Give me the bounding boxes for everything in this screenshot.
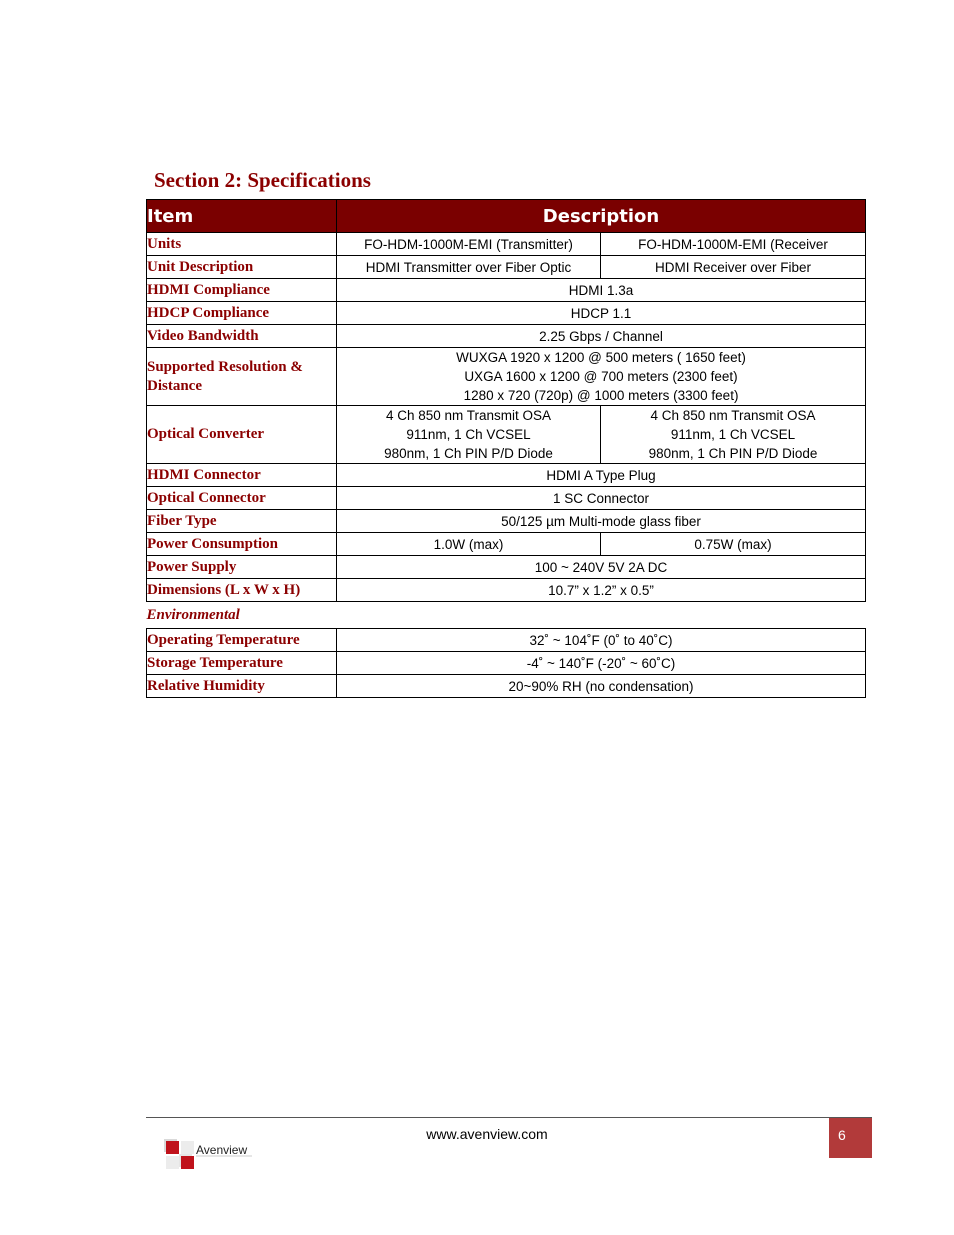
hdcp-compliance-value: HDCP 1.1	[337, 302, 866, 325]
power-consumption-receiver: 0.75W (max)	[601, 533, 866, 556]
logo-square	[166, 1141, 179, 1154]
logo-square	[181, 1156, 194, 1169]
table-row	[147, 233, 866, 256]
table-row	[147, 348, 866, 406]
converter-line: 911nm, 1 Ch VCSEL	[670, 427, 796, 442]
resolution-line: UXGA 1600 x 1200 @ 700 meters (2300 feet)	[464, 369, 738, 384]
row-label-units: Units	[147, 233, 337, 256]
row-label-hdmi-connector: HDMI Connector	[147, 464, 337, 487]
supported-resolution-value	[337, 348, 866, 406]
row-label-unit-description: Unit Description	[147, 256, 337, 279]
converter-line: 4 Ch 850 nm Transmit OSA	[650, 408, 816, 423]
row-label-power-consumption: Power Consumption	[147, 533, 337, 556]
optical-converter-transmitter	[337, 406, 601, 464]
footer-divider	[146, 1117, 872, 1118]
row-label-operating-temperature: Operating Temperature	[147, 629, 337, 652]
table-row	[147, 533, 866, 556]
header-description: Description	[337, 200, 866, 233]
row-label-video-bandwidth: Video Bandwidth	[147, 325, 337, 348]
label-line: Distance	[147, 377, 202, 394]
environmental-subheading-row	[147, 602, 866, 629]
relative-humidity-value: 20~90% RH (no condensation)	[337, 675, 866, 698]
row-label-storage-temperature: Storage Temperature	[147, 652, 337, 675]
specifications-table	[146, 199, 866, 698]
row-label-fiber-type: Fiber Type	[147, 510, 337, 533]
unit-description-receiver: HDMI Receiver over Fiber	[601, 256, 866, 279]
unit-description-transmitter: HDMI Transmitter over Fiber Optic	[337, 256, 601, 279]
dimensions-value: 10.7” x 1.2” x 0.5”	[337, 579, 866, 602]
power-supply-value: 100 ~ 240V 5V 2A DC	[337, 556, 866, 579]
row-label-relative-humidity: Relative Humidity	[147, 675, 337, 698]
table-row	[147, 325, 866, 348]
fiber-type-value: 50/125 µm Multi-mode glass fiber	[337, 510, 866, 533]
converter-line: 911nm, 1 Ch VCSEL	[406, 427, 531, 442]
resolution-line: 1280 x 720 (720p) @ 1000 meters (3300 feet)	[463, 388, 739, 403]
page-number: 6	[829, 1118, 872, 1158]
storage-temperature-value: -4˚ ~ 140˚F (-20˚ ~ 60˚C)	[337, 652, 866, 675]
row-label-optical-converter: Optical Converter	[147, 406, 337, 464]
table-row	[147, 675, 866, 698]
converter-line: 980nm, 1 Ch PIN P/D Diode	[648, 446, 818, 461]
table-row	[147, 256, 866, 279]
row-label-dimensions: Dimensions (L x W x H)	[147, 579, 337, 602]
table-row	[147, 487, 866, 510]
table-header-row	[147, 200, 866, 233]
label-line: Supported Resolution &	[147, 358, 303, 375]
units-transmitter: FO-HDM-1000M-EMI (Transmitter)	[337, 233, 601, 256]
row-label-hdmi-compliance: HDMI Compliance	[147, 279, 337, 302]
table-row	[147, 510, 866, 533]
power-consumption-transmitter: 1.0W (max)	[337, 533, 601, 556]
avenview-logo	[164, 1139, 264, 1179]
converter-line: 980nm, 1 Ch PIN P/D Diode	[384, 446, 553, 461]
units-receiver: FO-HDM-1000M-EMI (Receiver	[601, 233, 866, 256]
converter-line: 4 Ch 850 nm Transmit OSA	[385, 408, 552, 423]
table-row	[147, 279, 866, 302]
logo-square	[166, 1156, 179, 1169]
table-row	[147, 629, 866, 652]
logo-square	[181, 1141, 194, 1154]
hdmi-connector-value: HDMI A Type Plug	[337, 464, 866, 487]
row-label-power-supply: Power Supply	[147, 556, 337, 579]
section-title: Section 2: Specifications	[154, 168, 371, 192]
table-row	[147, 464, 866, 487]
row-label-supported-resolution	[147, 348, 337, 406]
optical-connector-value: 1 SC Connector	[337, 487, 866, 510]
table-row	[147, 406, 866, 464]
table-row	[147, 579, 866, 602]
footer-url: www.avenview.com	[426, 1126, 548, 1142]
optical-converter-receiver	[601, 406, 866, 464]
operating-temperature-value: 32˚ ~ 104˚F (0˚ to 40˚C)	[337, 629, 866, 652]
row-label-optical-connector: Optical Connector	[147, 487, 337, 510]
header-item: Item	[147, 200, 337, 233]
hdmi-compliance-value: HDMI 1.3a	[337, 279, 866, 302]
table-row	[147, 302, 866, 325]
row-label-hdcp-compliance: HDCP Compliance	[147, 302, 337, 325]
logo-text: Avenview	[196, 1143, 248, 1157]
resolution-line: WUXGA 1920 x 1200 @ 500 meters ( 1650 feet)	[456, 350, 746, 365]
table-row	[147, 556, 866, 579]
video-bandwidth-value: 2.25 Gbps / Channel	[337, 325, 866, 348]
table-row	[147, 652, 866, 675]
environmental-subheading: Environmental	[146, 606, 240, 623]
